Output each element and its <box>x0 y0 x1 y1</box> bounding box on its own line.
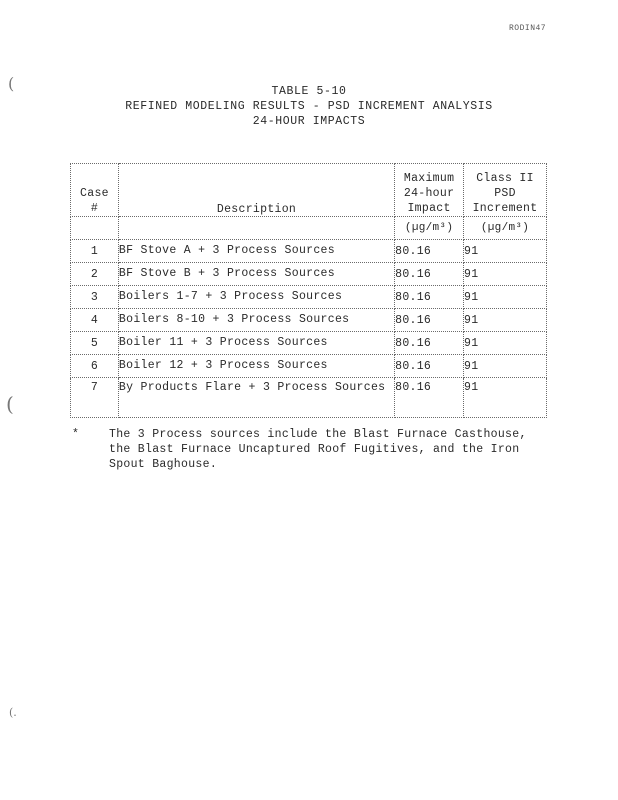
increment-value: 91 <box>464 355 547 378</box>
increment-value: 91 <box>464 263 547 286</box>
increment-value: 91 <box>464 332 547 355</box>
case-number: 5 <box>71 332 119 355</box>
margin-mark: (. <box>9 706 17 719</box>
case-description: BF Stove B + 3 Process Sources <box>118 263 394 286</box>
increment-value: 91 <box>464 240 547 263</box>
header-max-impact: Maximum 24-hour Impact <box>395 164 464 217</box>
case-description: Boiler 12 + 3 Process Sources <box>118 355 394 378</box>
case-number: 1 <box>71 240 119 263</box>
footnote-mark: * <box>72 428 80 441</box>
max-impact-value: 80.16 <box>395 263 464 286</box>
case-number: 4 <box>71 309 119 332</box>
table-heading: REFINED MODELING RESULTS - PSD INCREMENT ANALYSIS <box>125 100 493 113</box>
table-subheading: 24-HOUR IMPACTS <box>252 115 366 128</box>
case-description: Boiler 11 + 3 Process Sources <box>118 332 394 355</box>
case-number: 2 <box>71 263 119 286</box>
table-row <box>71 286 547 309</box>
max-impact-value: 80.16 <box>395 309 464 332</box>
table-row <box>71 355 547 378</box>
table-row <box>71 309 547 332</box>
margin-mark: ( <box>8 74 15 93</box>
unit-increment: (µg/m³) <box>464 217 547 240</box>
case-description: Boilers 1-7 + 3 Process Sources <box>118 286 394 309</box>
increment-value: 91 <box>464 378 547 418</box>
case-number: 6 <box>71 355 119 378</box>
case-number: 7 <box>71 378 119 418</box>
table-row <box>71 263 547 286</box>
max-impact-value: 80.16 <box>395 332 464 355</box>
increment-value: 91 <box>464 309 547 332</box>
units-row <box>71 217 547 240</box>
case-description: Boilers 8-10 + 3 Process Sources <box>118 309 394 332</box>
header-case: Case # <box>71 164 119 217</box>
max-impact-value: 80.16 <box>395 355 464 378</box>
table-row <box>71 240 547 263</box>
table-title <box>0 84 618 129</box>
table-number: TABLE 5-10 <box>271 85 347 98</box>
case-description: By Products Flare + 3 Process Sources <box>118 378 394 418</box>
unit-max-impact: (µg/m³) <box>395 217 464 240</box>
case-number: 3 <box>71 286 119 309</box>
table-row <box>71 378 547 418</box>
footnote-text: The 3 Process sources include the Blast Furnace Casthouse, the Blast Furnace Uncaptured Roof Fugitives, and the Iron Spout Baghouse. <box>109 428 527 471</box>
case-description: BF Stove A + 3 Process Sources <box>118 240 394 263</box>
header-increment: Class II PSD Increment <box>464 164 547 217</box>
max-impact-value: 80.16 <box>395 286 464 309</box>
footnote <box>72 427 552 472</box>
table-row <box>71 332 547 355</box>
header-row <box>71 164 547 217</box>
header-description: Description <box>118 164 394 217</box>
max-impact-value: 80.16 <box>395 240 464 263</box>
max-impact-value: 80.16 <box>395 378 464 418</box>
increment-value: 91 <box>464 286 547 309</box>
margin-mark: ( <box>6 392 14 416</box>
page-id: RODIN47 <box>509 24 547 33</box>
results-table <box>70 163 547 418</box>
